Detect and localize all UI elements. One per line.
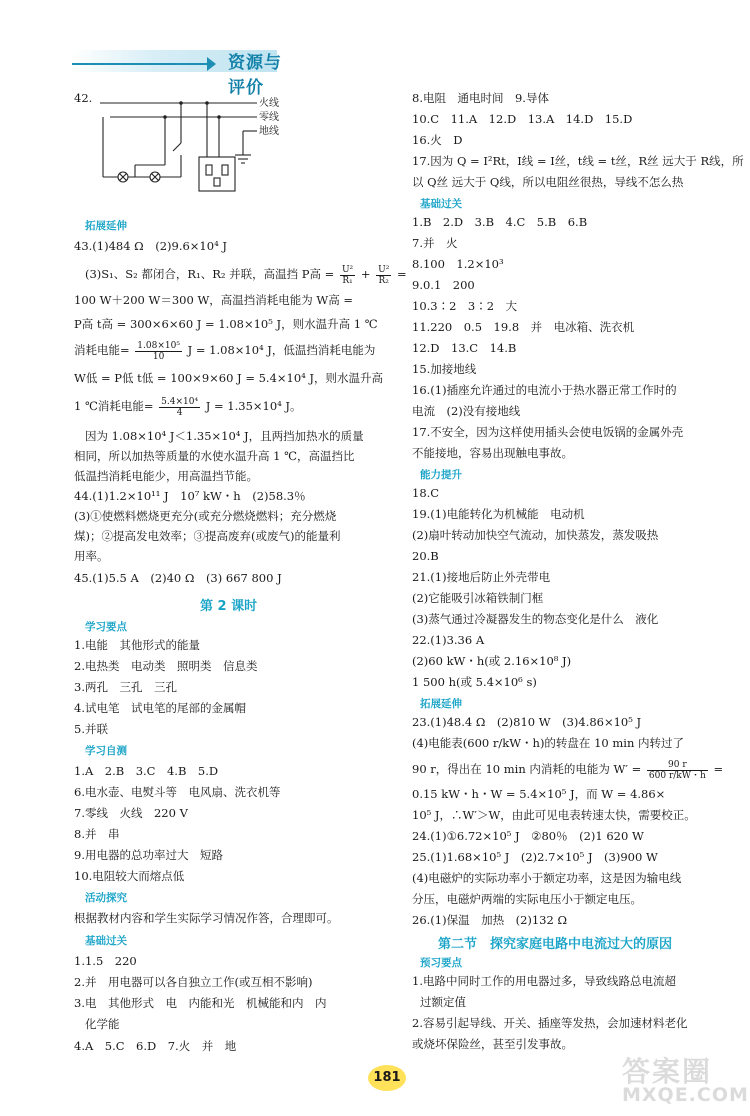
answer-line: 16.火 D xyxy=(412,133,463,147)
section-label: 学习自测 xyxy=(85,745,127,757)
answer-line: 45.(1)5.5 A (2)40 Ω (3) 667 800 J xyxy=(74,571,282,585)
answer-line: 用率。 xyxy=(74,549,109,563)
answer-line: 5.并联 xyxy=(74,722,108,736)
answer-line: 1.B 2.D 3.B 4.C 5.B 6.B xyxy=(412,215,588,229)
answer-line: 20.B xyxy=(412,549,439,563)
section-label: 预习要点 xyxy=(420,957,462,969)
answer-line: 2.并 用电器可以各自独立工作(或互相不影响) xyxy=(74,975,313,989)
answer-line: 消耗电能= $\frac{\text{1.08×10⁵}}{10}$ J = 1.08×10⁴ J，低温挡消耗电能为 xyxy=(74,340,376,362)
page-number xyxy=(368,1065,406,1091)
answer-line: (2)它能吸引冰箱铁制门框 xyxy=(412,591,544,605)
answer-line: (4)电能表(600 r/kW・h)的转盘在 10 min 内转过了 xyxy=(412,736,685,750)
answer-line: 15.加接地线 xyxy=(412,362,477,376)
answer-line: 3.电 其他形式 电 内能和光 机械能和内 内 xyxy=(74,996,327,1010)
answer-line: 8.并 串 xyxy=(74,827,120,841)
answer-line: (2)扇叶转动加快空气流动，加快蒸发，蒸发吸热 xyxy=(412,528,659,542)
answer-line: 16.(1)插座允许通过的电流小于热水器正常工作时的 xyxy=(412,383,677,397)
answer-line: 100 W＋200 W＝300 W，高温挡消耗电能为 W高 = xyxy=(74,293,354,307)
answer-line: 7.并 火 xyxy=(412,236,458,250)
chapter-section-title: 第二节 探究家庭电路中电流过大的原因 xyxy=(438,937,673,952)
lesson-title: 第 2 课时 xyxy=(200,599,258,614)
answer-line: 1.电路中同时工作的用电器过多，导致线路总电流超 xyxy=(412,974,676,988)
answer-line: 24.(1)①6.72×10⁵ J ②80％ (2)1 620 W xyxy=(412,829,644,843)
answer-line: 6.电水壶、电熨斗等 电风扇、洗衣机等 xyxy=(74,785,281,799)
ground-wire-label: 地线 xyxy=(259,126,279,137)
answer-line: 4.A 5.C 6.D 7.火 并 地 xyxy=(74,1039,237,1053)
answer-line: 10.电阻较大而熔点低 xyxy=(74,869,185,883)
answer-line: 相同，所以加热等质量的水使水温升高 1 ℃，高温挡比 xyxy=(74,449,355,463)
answer-line: 0.15 kW・h・W = 5.4×10⁵ J，而 W = 4.86× xyxy=(412,787,666,801)
section-label: 活动探究 xyxy=(85,892,127,904)
section-label: 基础过关 xyxy=(420,198,462,210)
answer-line: 低温挡消耗电能少，用高温挡节能。 xyxy=(74,469,258,483)
question-number: 42. xyxy=(74,91,93,105)
answer-line: 不能接地，容易出现触电事故。 xyxy=(412,446,573,460)
answer-line: 11.220 0.5 19.8 并 电冰箱、洗衣机 xyxy=(412,320,635,334)
answer-line: 23.(1)48.4 Ω (2)810 W (3)4.86×10⁵ J xyxy=(412,715,642,729)
header-line xyxy=(72,63,212,65)
answer-line: 18.C xyxy=(412,486,440,500)
answer-line: (3)①使燃料燃烧更充分(或充分燃烧燃料；充分燃烧 xyxy=(74,509,337,523)
answer-line: 7.零线 火线 220 V xyxy=(74,806,188,820)
answer-line: 煤)；②提高发电效率；③提高废弃(或废气)的能量利 xyxy=(74,529,341,543)
answer-line: (3)S₁、S₂ 都闭合，R₁、R₂ 并联，高温挡 P高 = $\frac{\text{U²}}{\text{R₁}}$ + $\frac{\text{U²}}{\text{R₂}}$ = xyxy=(85,264,407,286)
answer-line: 1.A 2.B 3.C 4.B 5.D xyxy=(74,764,219,778)
section-label: 拓展延伸 xyxy=(85,220,127,232)
section-label: 学习要点 xyxy=(85,621,127,633)
answer-line: 2.容易引起导线、开关、插座等发热，会加速材料老化 xyxy=(412,1016,688,1030)
answer-line: 8.100 1.2×10³ xyxy=(412,257,504,271)
answer-line: 17.不安全，因为这样使用插头会使电饭锅的金属外壳 xyxy=(412,425,684,439)
answer-line: 10.C 11.A 12.D 13.A 14.D 15.D xyxy=(412,112,633,126)
answer-line: 电流 (2)没有接地线 xyxy=(412,404,521,418)
live-wire-label: 火线 xyxy=(259,98,279,109)
answer-line: 25.(1)1.68×10⁵ J (2)2.7×10⁵ J (3)900 W xyxy=(412,850,658,864)
answer-line: 9.0.1 200 xyxy=(412,278,475,292)
answer-line: 3.两孔 三孔 三孔 xyxy=(74,680,177,694)
answer-line: 1.电能 其他形式的能量 xyxy=(74,638,200,652)
answer-line: 10.3∶2 3∶2 大 xyxy=(412,299,518,313)
answer-line: 2.电热类 电动类 照明类 信息类 xyxy=(74,659,258,673)
watermark-logo: 答案圈 MXQE.COM xyxy=(622,1055,749,1106)
answer-line: (3)蒸气通过冷凝器发生的物态变化是什么 液化 xyxy=(412,612,659,626)
answer-line: 17.因为 Q = I²Rt，I线 = I丝，t线 = t丝，R丝 远大于 R线，所 xyxy=(412,154,744,168)
answer-line: 根据教材内容和学生实际学习情况作答，合理即可。 xyxy=(74,911,339,925)
answer-line: 44.(1)1.2×10¹¹ J 10⁷ kW・h (2)58.3％ xyxy=(74,489,306,503)
answer-line: 过额定值 xyxy=(420,995,466,1009)
answer-line: 分压，电磁炉两端的实际电压小于额定电压。 xyxy=(412,892,642,906)
answer-line: (2)60 kW・h(或 2.16×10⁸ J) xyxy=(412,654,572,668)
answer-line: 或烧坏保险丝，甚至引发事故。 xyxy=(412,1037,573,1051)
answer-line: 1 500 h(或 5.4×10⁶ s) xyxy=(412,675,537,689)
answer-line: 1 ℃消耗电能= $\frac{\text{5.4×10⁴}}{4}$ J = 1.35×10⁴ J。 xyxy=(74,396,302,418)
answer-line: 以 Q丝 远大于 Q线，所以电阻丝很热，导线不怎么热 xyxy=(412,175,684,189)
section-label: 基础过关 xyxy=(85,935,127,947)
page-number-text: 181 xyxy=(373,1070,401,1085)
answer-line: 1.1.5 220 xyxy=(74,954,137,968)
answer-line: 26.(1)保温 加热 (2)132 Ω xyxy=(412,913,568,927)
neutral-wire-label: 零线 xyxy=(259,112,279,123)
answer-line: 8.电阻 通电时间 9.导体 xyxy=(412,91,549,105)
section-label: 拓展延伸 xyxy=(420,698,462,710)
answer-line: 21.(1)接地后防止外壳带电 xyxy=(412,570,551,584)
answer-line: (4)电磁炉的实际功率小于额定功率，这是因为输电线 xyxy=(412,871,682,885)
section-label: 能力提升 xyxy=(420,469,462,481)
answer-line: 9.用电器的总功率过大 短路 xyxy=(74,848,223,862)
circuit-diagram xyxy=(95,95,295,195)
answer-line: 12.D 13.C 14.B xyxy=(412,341,517,355)
answer-line: P高 t高 = 300×6×60 J = 1.08×10⁵ J，则水温升高 1 ℃ xyxy=(74,317,378,331)
answer-line: 90 r，得出在 10 min 内消耗的电能为 W′ = $\frac{90 r}{600 r/kW・h}$ = xyxy=(412,759,724,781)
answer-line: 10⁵ J，∴W′＞W，由此可见电表转速太快，需要校正。 xyxy=(412,808,696,822)
header-title: 资源与评价 xyxy=(228,53,282,98)
answer-line: W低 = P低 t低 = 100×9×60 J = 5.4×10⁴ J，则水温升高 xyxy=(74,371,384,385)
answer-line: 43.(1)484 Ω (2)9.6×10⁴ J xyxy=(74,239,227,253)
arrow-icon xyxy=(207,57,216,71)
answer-line: 因为 1.08×10⁴ J＜1.35×10⁴ J，且两挡加热水的质量 xyxy=(85,429,364,443)
answer-line: 4.试电笔 试电笔的尾部的金属帽 xyxy=(74,701,246,715)
answer-line: 19.(1)电能转化为机械能 电动机 xyxy=(412,507,585,521)
answer-line: 化学能 xyxy=(85,1017,120,1031)
answer-line: 22.(1)3.36 A xyxy=(412,633,485,647)
